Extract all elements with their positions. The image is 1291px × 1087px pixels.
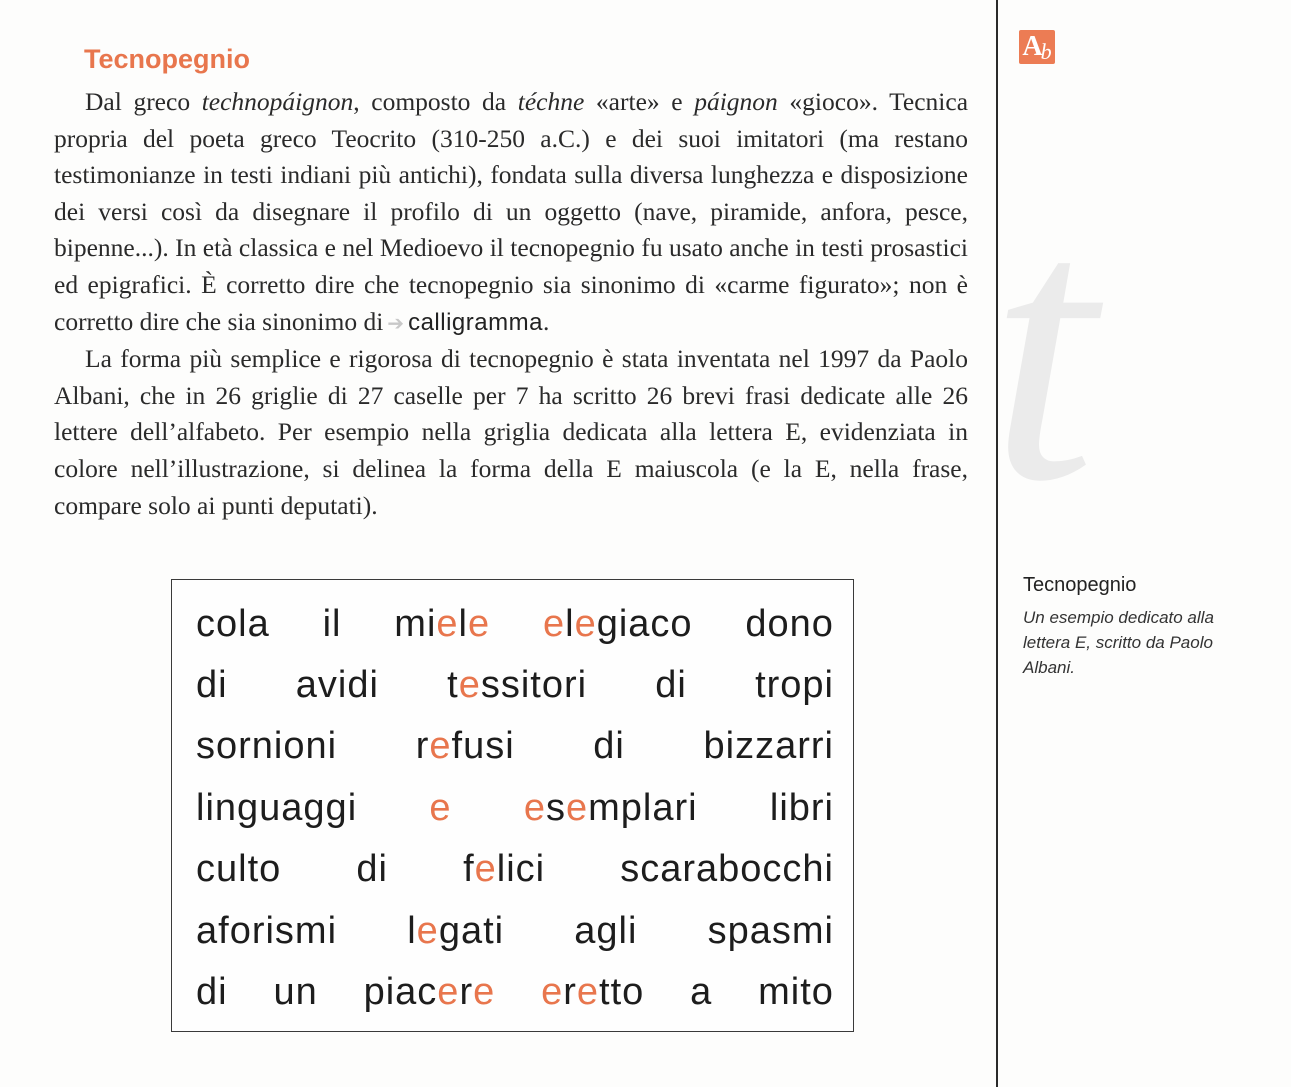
- grid-word: [463, 848, 545, 891]
- highlighted-letter-e: e: [574, 602, 597, 645]
- grid-text: giaco: [596, 602, 693, 645]
- grid-text: culto: [196, 847, 282, 890]
- grid-text: r: [563, 970, 577, 1013]
- grid-line: [196, 716, 834, 776]
- grid-text: mplari: [588, 786, 698, 829]
- grid-text: il: [322, 602, 342, 645]
- p1-text-2: , composto da: [353, 87, 518, 116]
- grid-word: [690, 971, 712, 1014]
- p1-text-3: «arte» e: [584, 87, 695, 116]
- watermark-letter: t: [990, 139, 1096, 560]
- grid-word: [394, 603, 490, 646]
- grid-word: [356, 848, 388, 891]
- grid-text: r: [459, 970, 474, 1013]
- grid-text: agli: [574, 909, 638, 952]
- grid-line: [196, 778, 834, 838]
- grid-text: t: [447, 663, 459, 706]
- p1-text-1: Dal greco: [85, 87, 202, 116]
- paragraph-1: [54, 84, 968, 341]
- highlighted-letter-e: e: [416, 909, 439, 952]
- highlighted-letter-e: e: [429, 786, 452, 829]
- grid-word: [541, 971, 644, 1014]
- p1-text-4: «gioco». Tecnica propria del poeta greco Teocrito (310-250 a.C.) e dei suoi imitatori (ma restano testimonianze in testi indiani più antichi), fondata sulla diversa lunghezza e disposizione dei versi così da disegnare il profilo di un oggetto (nave, piramide, anfora, pesce, bipenne...). In età classica e nel Medioevo il tecnopegnio fu usato anche in testi prosastici ed epigrafici. È corretto dire che tecnopegnio sia sinonimo di «carme figurato»; non è corretto dire che sia sinonimo di: [54, 87, 969, 336]
- highlighted-letter-e: e: [474, 847, 497, 890]
- grid-word: [574, 910, 637, 953]
- highlighted-letter-e: e: [523, 786, 546, 829]
- grid-word: [196, 664, 228, 707]
- highlighted-letter-e: e: [436, 602, 459, 645]
- highlighted-letter-e: e: [541, 970, 564, 1013]
- highlighted-letter-e: e: [429, 724, 452, 767]
- grid-text: ssitori: [480, 663, 588, 706]
- grid-text: a: [690, 970, 713, 1013]
- cross-reference-calligramma[interactable]: calligramma: [408, 308, 543, 336]
- grid-text: fusi: [451, 724, 515, 767]
- highlighted-letter-e: e: [473, 970, 496, 1013]
- grid-word: [524, 787, 698, 830]
- grid-text: libri: [769, 786, 834, 829]
- grid-text: mito: [758, 970, 834, 1013]
- grid-word: [296, 664, 379, 707]
- grid-text: scarabocchi: [620, 847, 834, 890]
- grid-word: [447, 664, 587, 707]
- cross-reference-arrow-icon: ➔: [387, 310, 405, 335]
- grid-text: di: [196, 663, 228, 706]
- grid-text: cola: [196, 602, 270, 645]
- grid-text: spasmi: [707, 909, 834, 952]
- grid-text: un: [273, 970, 318, 1013]
- grid-text: tto: [599, 970, 645, 1013]
- grid-line: [196, 901, 834, 961]
- grid-word: [196, 603, 270, 646]
- highlighted-letter-e: e: [565, 786, 589, 829]
- caption-text: Un esempio dedicato alla lettera E, scritto da Paolo Albani.: [1023, 608, 1214, 677]
- badge-letter-a: A: [1022, 31, 1043, 62]
- grid-line: [196, 655, 834, 715]
- tecnopegnio-grid: [171, 579, 854, 1032]
- grid-word: [196, 787, 357, 830]
- entry-body: [54, 84, 968, 524]
- grid-word: [196, 910, 337, 953]
- grid-word: [407, 910, 504, 953]
- grid-word: [273, 971, 317, 1014]
- p1-term-technopaignon: technopáignon: [201, 87, 354, 116]
- grid-word: [620, 848, 834, 891]
- paragraph-2: La forma più semplice e rigorosa di tecnopegnio è stata inventata nel 1997 da Paolo Albani, che in 26 griglie di 27 caselle per 7 ha scritto 26 brevi frasi dedicate alle 26 lettere dell’alfabeto. Per esempio nella griglia dedicata alla lettera E, evidenziata in colore nell’illustrazione, si delinea la forma della E maiuscola (e la E, nella frase, compare solo ai punti deputati).: [54, 344, 968, 520]
- grid-text: piac: [363, 970, 438, 1013]
- glossary-badge-icon: [1019, 30, 1055, 64]
- grid-text: f: [463, 847, 475, 890]
- grid-text: mi: [394, 602, 437, 645]
- grid-text: gati: [438, 909, 505, 952]
- grid-text: linguaggi: [196, 786, 358, 829]
- highlighted-letter-e: e: [437, 970, 460, 1013]
- grid-word: [745, 603, 834, 646]
- grid-text: sornioni: [196, 724, 338, 767]
- grid-word: [323, 603, 342, 646]
- grid-text: aforismi: [196, 909, 338, 952]
- grid-text: s: [545, 786, 566, 829]
- grid-word: [655, 664, 687, 707]
- grid-text: l: [407, 909, 417, 952]
- grid-text: l: [565, 602, 575, 645]
- grid-text: avidi: [295, 663, 379, 706]
- grid-word: [364, 971, 496, 1014]
- grid-line: [196, 962, 834, 1022]
- grid-word: [704, 725, 834, 768]
- grid-word: [758, 971, 834, 1014]
- grid-line: [196, 839, 834, 899]
- p1-term-paignon: páignon: [694, 87, 778, 116]
- grid-text: di: [196, 970, 228, 1013]
- grid-word: [708, 910, 834, 953]
- grid-word: [755, 664, 834, 707]
- column-divider: [996, 0, 998, 1087]
- grid-text: lici: [496, 847, 546, 890]
- grid-text: bizzarri: [703, 724, 834, 767]
- grid-text: dono: [745, 602, 834, 645]
- p1-term-techne: téchne: [517, 87, 585, 116]
- grid-word: [429, 787, 451, 830]
- grid-line: [196, 594, 834, 654]
- p1-end: .: [542, 306, 550, 336]
- highlighted-letter-e: e: [468, 602, 491, 645]
- grid-word: [196, 848, 281, 891]
- grid-text: l: [458, 602, 468, 645]
- grid-word: [416, 725, 515, 768]
- grid-text: di: [655, 663, 687, 706]
- badge-letter-b: b: [1040, 39, 1052, 64]
- grid-text: di: [593, 724, 625, 767]
- grid-text: r: [415, 724, 430, 767]
- grid-word: [770, 787, 834, 830]
- grid-word: [593, 725, 625, 768]
- grid-word: [196, 971, 228, 1014]
- grid-text: di: [356, 847, 388, 890]
- grid-word: [543, 603, 693, 646]
- caption-title: Tecnopegnio: [1023, 574, 1137, 596]
- highlighted-letter-e: e: [542, 602, 566, 645]
- highlighted-letter-e: e: [576, 970, 600, 1013]
- grid-word: [196, 725, 337, 768]
- highlighted-letter-e: e: [458, 663, 481, 706]
- grid-text: tropi: [755, 663, 834, 706]
- entry-title: Tecnopegnio: [84, 44, 250, 74]
